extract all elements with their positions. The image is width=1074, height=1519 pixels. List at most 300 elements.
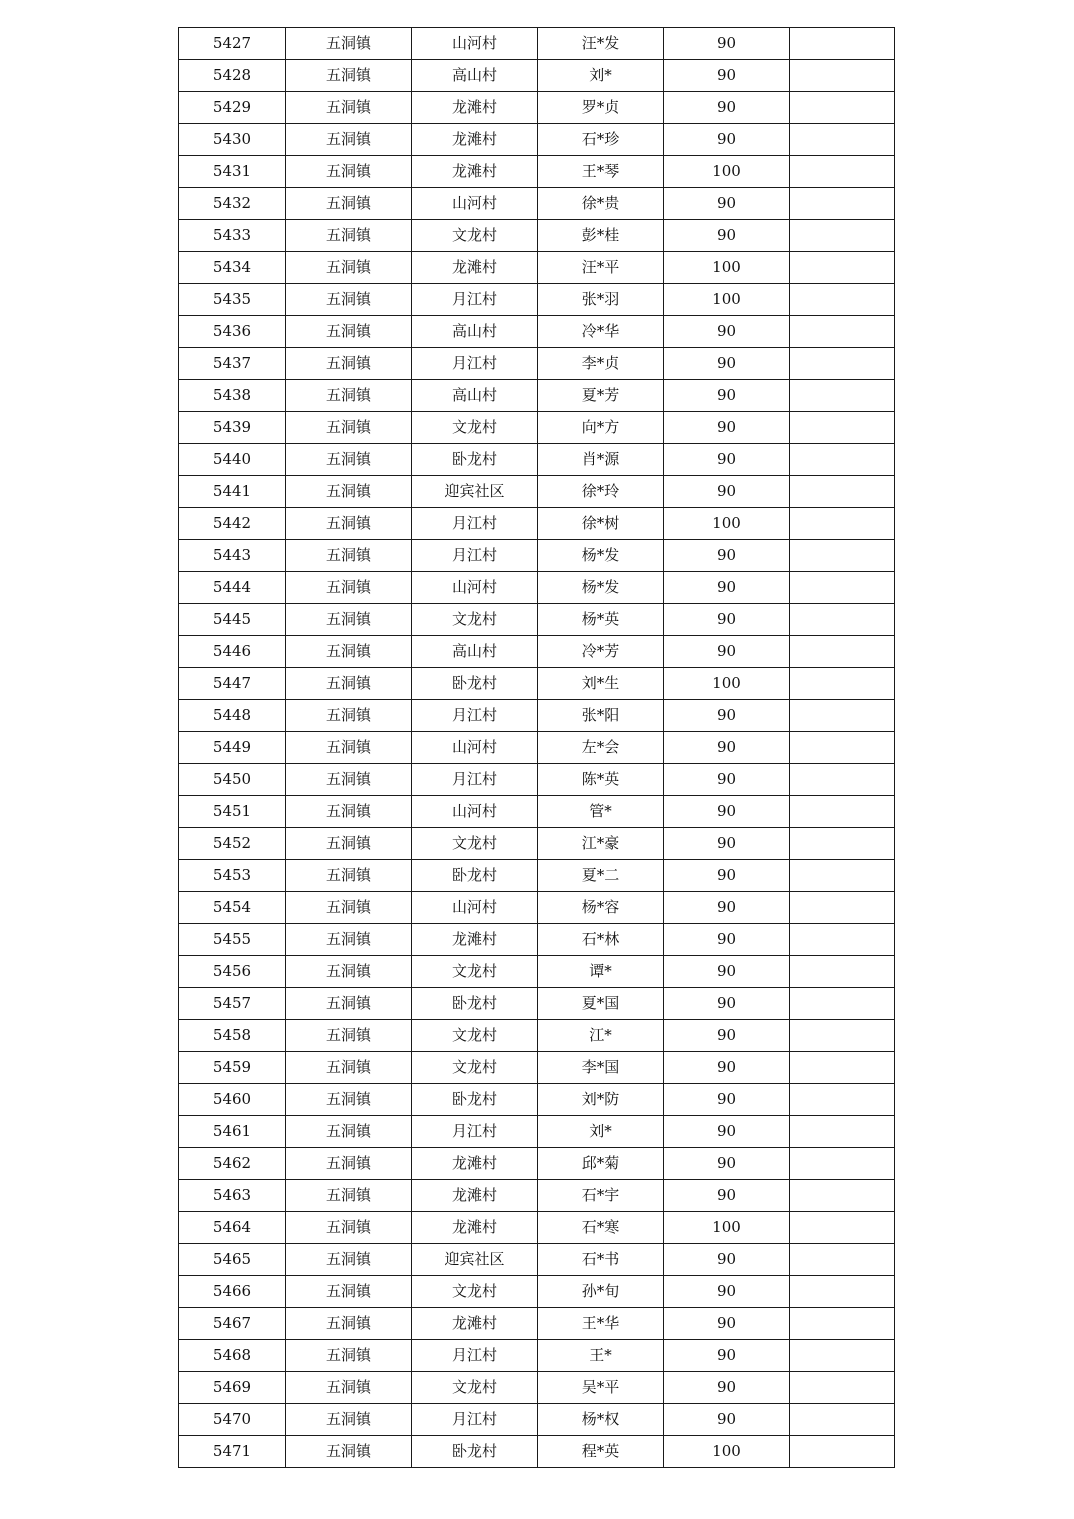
name-cell: 杨*英 xyxy=(538,604,664,636)
note-cell xyxy=(790,1276,895,1308)
name-cell: 徐*贵 xyxy=(538,188,664,220)
table-row xyxy=(179,444,895,476)
row-number-cell: 5456 xyxy=(179,956,286,988)
name-cell: 汪*平 xyxy=(538,252,664,284)
name-cell: 夏*二 xyxy=(538,860,664,892)
village-cell: 文龙村 xyxy=(412,1372,538,1404)
village-cell: 卧龙村 xyxy=(412,1084,538,1116)
note-cell xyxy=(790,860,895,892)
name-cell: 石*书 xyxy=(538,1244,664,1276)
village-cell: 文龙村 xyxy=(412,1276,538,1308)
note-cell xyxy=(790,412,895,444)
row-number-cell: 5467 xyxy=(179,1308,286,1340)
note-cell xyxy=(790,700,895,732)
table-row xyxy=(179,1244,895,1276)
note-cell xyxy=(790,124,895,156)
amount-cell: 100 xyxy=(664,252,790,284)
note-cell xyxy=(790,444,895,476)
village-cell: 龙滩村 xyxy=(412,1148,538,1180)
amount-cell: 90 xyxy=(664,892,790,924)
town-cell: 五洞镇 xyxy=(286,604,412,636)
amount-cell: 90 xyxy=(664,700,790,732)
row-number-cell: 5462 xyxy=(179,1148,286,1180)
table-row xyxy=(179,1340,895,1372)
amount-cell: 90 xyxy=(664,124,790,156)
table-row xyxy=(179,1084,895,1116)
note-cell xyxy=(790,284,895,316)
note-cell xyxy=(790,28,895,60)
amount-cell: 90 xyxy=(664,92,790,124)
name-cell: 谭* xyxy=(538,956,664,988)
table-row xyxy=(179,188,895,220)
table-row xyxy=(179,252,895,284)
note-cell xyxy=(790,892,895,924)
row-number-cell: 5471 xyxy=(179,1436,286,1468)
town-cell: 五洞镇 xyxy=(286,1212,412,1244)
table-row xyxy=(179,1052,895,1084)
village-cell: 龙滩村 xyxy=(412,124,538,156)
town-cell: 五洞镇 xyxy=(286,1084,412,1116)
town-cell: 五洞镇 xyxy=(286,1116,412,1148)
village-cell: 文龙村 xyxy=(412,956,538,988)
name-cell: 刘* xyxy=(538,60,664,92)
row-number-cell: 5448 xyxy=(179,700,286,732)
table-row xyxy=(179,1148,895,1180)
row-number-cell: 5427 xyxy=(179,28,286,60)
village-cell: 月江村 xyxy=(412,284,538,316)
name-cell: 冷*华 xyxy=(538,316,664,348)
note-cell xyxy=(790,1212,895,1244)
town-cell: 五洞镇 xyxy=(286,636,412,668)
name-cell: 孙*旬 xyxy=(538,1276,664,1308)
row-number-cell: 5431 xyxy=(179,156,286,188)
village-cell: 高山村 xyxy=(412,636,538,668)
table-row xyxy=(179,316,895,348)
table-row xyxy=(179,476,895,508)
note-cell xyxy=(790,540,895,572)
note-cell xyxy=(790,476,895,508)
town-cell: 五洞镇 xyxy=(286,284,412,316)
town-cell: 五洞镇 xyxy=(286,1148,412,1180)
table-row xyxy=(179,668,895,700)
row-number-cell: 5463 xyxy=(179,1180,286,1212)
row-number-cell: 5447 xyxy=(179,668,286,700)
name-cell: 杨*发 xyxy=(538,540,664,572)
name-cell: 向*方 xyxy=(538,412,664,444)
village-cell: 龙滩村 xyxy=(412,1308,538,1340)
row-number-cell: 5451 xyxy=(179,796,286,828)
table-row xyxy=(179,1276,895,1308)
row-number-cell: 5466 xyxy=(179,1276,286,1308)
amount-cell: 100 xyxy=(664,156,790,188)
town-cell: 五洞镇 xyxy=(286,700,412,732)
town-cell: 五洞镇 xyxy=(286,1436,412,1468)
amount-cell: 90 xyxy=(664,60,790,92)
amount-cell: 90 xyxy=(664,444,790,476)
note-cell xyxy=(790,1148,895,1180)
table-row xyxy=(179,732,895,764)
village-cell: 山河村 xyxy=(412,732,538,764)
name-cell: 王*琴 xyxy=(538,156,664,188)
town-cell: 五洞镇 xyxy=(286,28,412,60)
town-cell: 五洞镇 xyxy=(286,1308,412,1340)
village-cell: 山河村 xyxy=(412,188,538,220)
amount-cell: 100 xyxy=(664,668,790,700)
town-cell: 五洞镇 xyxy=(286,380,412,412)
row-number-cell: 5450 xyxy=(179,764,286,796)
town-cell: 五洞镇 xyxy=(286,892,412,924)
row-number-cell: 5465 xyxy=(179,1244,286,1276)
village-cell: 文龙村 xyxy=(412,220,538,252)
village-cell: 高山村 xyxy=(412,316,538,348)
name-cell: 王* xyxy=(538,1340,664,1372)
name-cell: 刘*防 xyxy=(538,1084,664,1116)
amount-cell: 90 xyxy=(664,764,790,796)
note-cell xyxy=(790,1084,895,1116)
village-cell: 文龙村 xyxy=(412,412,538,444)
amount-cell: 90 xyxy=(664,1116,790,1148)
village-cell: 迎宾社区 xyxy=(412,476,538,508)
table-row xyxy=(179,700,895,732)
name-cell: 王*华 xyxy=(538,1308,664,1340)
town-cell: 五洞镇 xyxy=(286,1340,412,1372)
name-cell: 杨*发 xyxy=(538,572,664,604)
table-row xyxy=(179,1436,895,1468)
amount-cell: 90 xyxy=(664,1084,790,1116)
row-number-cell: 5440 xyxy=(179,444,286,476)
note-cell xyxy=(790,764,895,796)
town-cell: 五洞镇 xyxy=(286,796,412,828)
note-cell xyxy=(790,1020,895,1052)
roster-table-body xyxy=(179,28,895,1468)
amount-cell: 90 xyxy=(664,1052,790,1084)
table-row xyxy=(179,284,895,316)
amount-cell: 90 xyxy=(664,1180,790,1212)
amount-cell: 90 xyxy=(664,1372,790,1404)
row-number-cell: 5469 xyxy=(179,1372,286,1404)
amount-cell: 90 xyxy=(664,924,790,956)
amount-cell: 90 xyxy=(664,1308,790,1340)
village-cell: 龙滩村 xyxy=(412,252,538,284)
row-number-cell: 5441 xyxy=(179,476,286,508)
amount-cell: 90 xyxy=(664,1244,790,1276)
note-cell xyxy=(790,156,895,188)
village-cell: 文龙村 xyxy=(412,1020,538,1052)
note-cell xyxy=(790,732,895,764)
town-cell: 五洞镇 xyxy=(286,444,412,476)
town-cell: 五洞镇 xyxy=(286,1404,412,1436)
village-cell: 文龙村 xyxy=(412,1052,538,1084)
note-cell xyxy=(790,380,895,412)
town-cell: 五洞镇 xyxy=(286,476,412,508)
amount-cell: 100 xyxy=(664,284,790,316)
name-cell: 夏*国 xyxy=(538,988,664,1020)
table-row xyxy=(179,956,895,988)
village-cell: 山河村 xyxy=(412,28,538,60)
amount-cell: 100 xyxy=(664,508,790,540)
town-cell: 五洞镇 xyxy=(286,508,412,540)
table-row xyxy=(179,220,895,252)
village-cell: 山河村 xyxy=(412,572,538,604)
name-cell: 李*贞 xyxy=(538,348,664,380)
table-row xyxy=(179,1020,895,1052)
name-cell: 石*寒 xyxy=(538,1212,664,1244)
table-row xyxy=(179,508,895,540)
name-cell: 陈*英 xyxy=(538,764,664,796)
town-cell: 五洞镇 xyxy=(286,1276,412,1308)
note-cell xyxy=(790,636,895,668)
row-number-cell: 5442 xyxy=(179,508,286,540)
note-cell xyxy=(790,92,895,124)
amount-cell: 90 xyxy=(664,476,790,508)
name-cell: 江* xyxy=(538,1020,664,1052)
town-cell: 五洞镇 xyxy=(286,1244,412,1276)
village-cell: 卧龙村 xyxy=(412,988,538,1020)
village-cell: 龙滩村 xyxy=(412,1212,538,1244)
amount-cell: 90 xyxy=(664,348,790,380)
row-number-cell: 5455 xyxy=(179,924,286,956)
table-row xyxy=(179,764,895,796)
row-number-cell: 5432 xyxy=(179,188,286,220)
village-cell: 月江村 xyxy=(412,1404,538,1436)
village-cell: 月江村 xyxy=(412,508,538,540)
name-cell: 石*珍 xyxy=(538,124,664,156)
town-cell: 五洞镇 xyxy=(286,924,412,956)
name-cell: 刘* xyxy=(538,1116,664,1148)
note-cell xyxy=(790,252,895,284)
amount-cell: 90 xyxy=(664,796,790,828)
table-row xyxy=(179,988,895,1020)
name-cell: 夏*芳 xyxy=(538,380,664,412)
name-cell: 彭*桂 xyxy=(538,220,664,252)
name-cell: 程*英 xyxy=(538,1436,664,1468)
amount-cell: 90 xyxy=(664,636,790,668)
note-cell xyxy=(790,1340,895,1372)
row-number-cell: 5454 xyxy=(179,892,286,924)
village-cell: 月江村 xyxy=(412,1116,538,1148)
village-cell: 文龙村 xyxy=(412,604,538,636)
table-row xyxy=(179,540,895,572)
row-number-cell: 5444 xyxy=(179,572,286,604)
town-cell: 五洞镇 xyxy=(286,1052,412,1084)
row-number-cell: 5437 xyxy=(179,348,286,380)
note-cell xyxy=(790,60,895,92)
town-cell: 五洞镇 xyxy=(286,220,412,252)
town-cell: 五洞镇 xyxy=(286,828,412,860)
amount-cell: 90 xyxy=(664,316,790,348)
amount-cell: 100 xyxy=(664,1212,790,1244)
note-cell xyxy=(790,828,895,860)
name-cell: 管* xyxy=(538,796,664,828)
amount-cell: 90 xyxy=(664,28,790,60)
note-cell xyxy=(790,604,895,636)
row-number-cell: 5438 xyxy=(179,380,286,412)
note-cell xyxy=(790,956,895,988)
note-cell xyxy=(790,220,895,252)
row-number-cell: 5446 xyxy=(179,636,286,668)
amount-cell: 90 xyxy=(664,1020,790,1052)
amount-cell: 90 xyxy=(664,572,790,604)
name-cell: 杨*容 xyxy=(538,892,664,924)
village-cell: 月江村 xyxy=(412,764,538,796)
note-cell xyxy=(790,1436,895,1468)
row-number-cell: 5461 xyxy=(179,1116,286,1148)
village-cell: 高山村 xyxy=(412,380,538,412)
name-cell: 冷*芳 xyxy=(538,636,664,668)
row-number-cell: 5460 xyxy=(179,1084,286,1116)
table-row xyxy=(179,348,895,380)
row-number-cell: 5468 xyxy=(179,1340,286,1372)
name-cell: 江*豪 xyxy=(538,828,664,860)
town-cell: 五洞镇 xyxy=(286,1372,412,1404)
row-number-cell: 5449 xyxy=(179,732,286,764)
name-cell: 汪*发 xyxy=(538,28,664,60)
note-cell xyxy=(790,796,895,828)
note-cell xyxy=(790,924,895,956)
row-number-cell: 5470 xyxy=(179,1404,286,1436)
row-number-cell: 5453 xyxy=(179,860,286,892)
row-number-cell: 5434 xyxy=(179,252,286,284)
table-row xyxy=(179,860,895,892)
amount-cell: 90 xyxy=(664,540,790,572)
amount-cell: 90 xyxy=(664,188,790,220)
note-cell xyxy=(790,1052,895,1084)
note-cell xyxy=(790,572,895,604)
town-cell: 五洞镇 xyxy=(286,188,412,220)
note-cell xyxy=(790,188,895,220)
town-cell: 五洞镇 xyxy=(286,60,412,92)
roster-table xyxy=(178,27,895,1468)
note-cell xyxy=(790,1308,895,1340)
name-cell: 肖*源 xyxy=(538,444,664,476)
town-cell: 五洞镇 xyxy=(286,732,412,764)
note-cell xyxy=(790,988,895,1020)
row-number-cell: 5429 xyxy=(179,92,286,124)
row-number-cell: 5443 xyxy=(179,540,286,572)
amount-cell: 90 xyxy=(664,732,790,764)
town-cell: 五洞镇 xyxy=(286,764,412,796)
note-cell xyxy=(790,1116,895,1148)
town-cell: 五洞镇 xyxy=(286,988,412,1020)
town-cell: 五洞镇 xyxy=(286,860,412,892)
name-cell: 杨*权 xyxy=(538,1404,664,1436)
note-cell xyxy=(790,1372,895,1404)
village-cell: 龙滩村 xyxy=(412,92,538,124)
village-cell: 山河村 xyxy=(412,796,538,828)
table-row xyxy=(179,1180,895,1212)
town-cell: 五洞镇 xyxy=(286,92,412,124)
name-cell: 邱*菊 xyxy=(538,1148,664,1180)
table-row xyxy=(179,60,895,92)
village-cell: 山河村 xyxy=(412,892,538,924)
table-row xyxy=(179,380,895,412)
row-number-cell: 5430 xyxy=(179,124,286,156)
village-cell: 迎宾社区 xyxy=(412,1244,538,1276)
amount-cell: 90 xyxy=(664,604,790,636)
name-cell: 徐*树 xyxy=(538,508,664,540)
table-row xyxy=(179,828,895,860)
note-cell xyxy=(790,668,895,700)
table-row xyxy=(179,1372,895,1404)
note-cell xyxy=(790,508,895,540)
village-cell: 月江村 xyxy=(412,700,538,732)
table-row xyxy=(179,636,895,668)
village-cell: 龙滩村 xyxy=(412,156,538,188)
note-cell xyxy=(790,1180,895,1212)
table-row xyxy=(179,1404,895,1436)
amount-cell: 90 xyxy=(664,1404,790,1436)
name-cell: 左*会 xyxy=(538,732,664,764)
amount-cell: 90 xyxy=(664,956,790,988)
table-row xyxy=(179,924,895,956)
row-number-cell: 5445 xyxy=(179,604,286,636)
name-cell: 吴*平 xyxy=(538,1372,664,1404)
town-cell: 五洞镇 xyxy=(286,252,412,284)
amount-cell: 90 xyxy=(664,1276,790,1308)
village-cell: 卧龙村 xyxy=(412,668,538,700)
village-cell: 卧龙村 xyxy=(412,444,538,476)
town-cell: 五洞镇 xyxy=(286,956,412,988)
town-cell: 五洞镇 xyxy=(286,1180,412,1212)
amount-cell: 90 xyxy=(664,988,790,1020)
row-number-cell: 5464 xyxy=(179,1212,286,1244)
table-row xyxy=(179,1116,895,1148)
note-cell xyxy=(790,316,895,348)
note-cell xyxy=(790,1244,895,1276)
row-number-cell: 5433 xyxy=(179,220,286,252)
table-row xyxy=(179,604,895,636)
village-cell: 月江村 xyxy=(412,348,538,380)
amount-cell: 90 xyxy=(664,412,790,444)
row-number-cell: 5428 xyxy=(179,60,286,92)
name-cell: 罗*贞 xyxy=(538,92,664,124)
row-number-cell: 5457 xyxy=(179,988,286,1020)
table-row xyxy=(179,156,895,188)
town-cell: 五洞镇 xyxy=(286,348,412,380)
table-row xyxy=(179,412,895,444)
amount-cell: 90 xyxy=(664,220,790,252)
row-number-cell: 5458 xyxy=(179,1020,286,1052)
village-cell: 卧龙村 xyxy=(412,860,538,892)
amount-cell: 90 xyxy=(664,380,790,412)
town-cell: 五洞镇 xyxy=(286,540,412,572)
note-cell xyxy=(790,1404,895,1436)
amount-cell: 90 xyxy=(664,828,790,860)
village-cell: 龙滩村 xyxy=(412,924,538,956)
note-cell xyxy=(790,348,895,380)
town-cell: 五洞镇 xyxy=(286,412,412,444)
town-cell: 五洞镇 xyxy=(286,1020,412,1052)
row-number-cell: 5436 xyxy=(179,316,286,348)
name-cell: 石*宇 xyxy=(538,1180,664,1212)
name-cell: 张*阳 xyxy=(538,700,664,732)
town-cell: 五洞镇 xyxy=(286,156,412,188)
amount-cell: 100 xyxy=(664,1436,790,1468)
table-row xyxy=(179,796,895,828)
village-cell: 月江村 xyxy=(412,540,538,572)
amount-cell: 90 xyxy=(664,860,790,892)
village-cell: 高山村 xyxy=(412,60,538,92)
town-cell: 五洞镇 xyxy=(286,124,412,156)
name-cell: 张*羽 xyxy=(538,284,664,316)
amount-cell: 90 xyxy=(664,1340,790,1372)
row-number-cell: 5435 xyxy=(179,284,286,316)
row-number-cell: 5459 xyxy=(179,1052,286,1084)
town-cell: 五洞镇 xyxy=(286,572,412,604)
amount-cell: 90 xyxy=(664,1148,790,1180)
village-cell: 卧龙村 xyxy=(412,1436,538,1468)
village-cell: 龙滩村 xyxy=(412,1180,538,1212)
